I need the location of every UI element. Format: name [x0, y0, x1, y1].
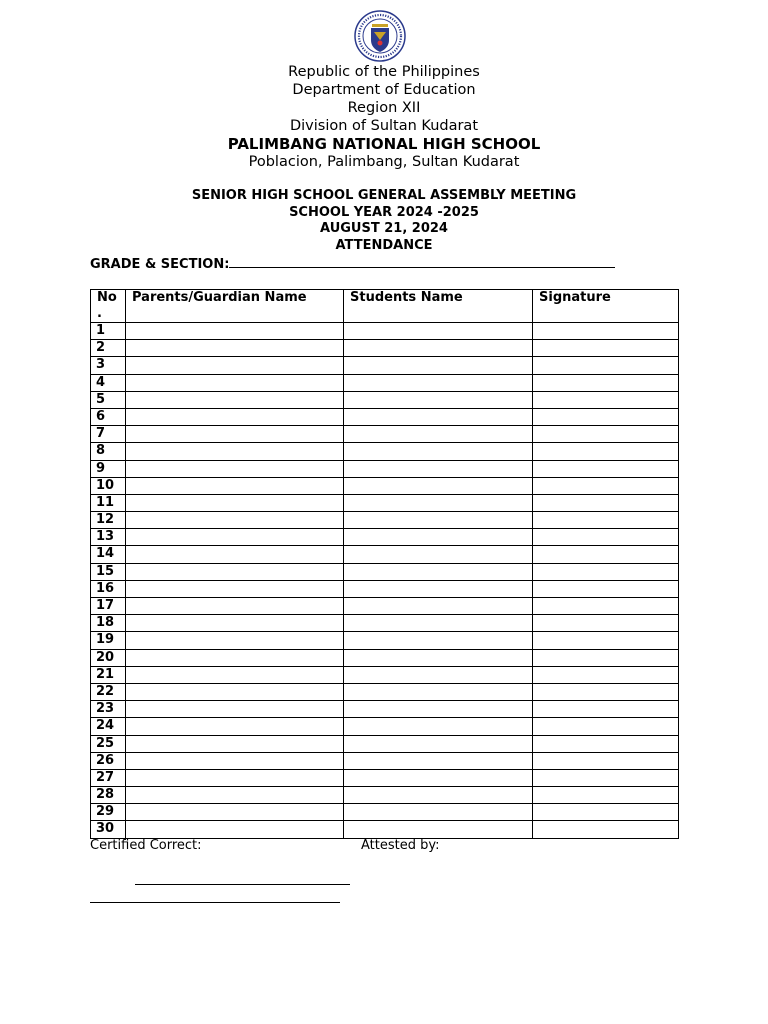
- student-name-cell[interactable]: [344, 804, 533, 821]
- table-row: [91, 340, 679, 357]
- table-row: [91, 701, 679, 718]
- row-number: 9: [91, 460, 126, 477]
- signature-cell[interactable]: [533, 546, 679, 563]
- school-address: Poblacion, Palimbang, Sultan Kudarat: [248, 154, 520, 170]
- row-number: 28: [91, 787, 126, 804]
- row-number: 18: [91, 615, 126, 632]
- row-number: 21: [91, 666, 126, 683]
- signature-cell[interactable]: [533, 512, 679, 529]
- row-number: 8: [91, 443, 126, 460]
- row-number: 19: [91, 632, 126, 649]
- student-name-cell[interactable]: [344, 512, 533, 529]
- parent-name-cell[interactable]: [126, 512, 344, 529]
- signature-cell[interactable]: [533, 408, 679, 425]
- header-line-region: Region XII: [347, 100, 421, 116]
- signature-cell[interactable]: [533, 701, 679, 718]
- table-row: [91, 391, 679, 408]
- school-name: PALIMBANG NATIONAL HIGH SCHOOL: [227, 135, 541, 153]
- attendance-table: [90, 289, 679, 839]
- row-number: 5: [91, 391, 126, 408]
- student-name-cell[interactable]: [344, 718, 533, 735]
- row-number: 22: [91, 683, 126, 700]
- table-row: [91, 683, 679, 700]
- student-name-cell[interactable]: [344, 666, 533, 683]
- table-row: [91, 408, 679, 425]
- signature-cell[interactable]: [533, 340, 679, 357]
- row-number: 13: [91, 529, 126, 546]
- parent-name-cell[interactable]: [126, 408, 344, 425]
- parent-name-cell[interactable]: [126, 494, 344, 511]
- student-name-cell[interactable]: [344, 632, 533, 649]
- deped-seal-logo: [354, 10, 406, 62]
- signature-cell[interactable]: [533, 323, 679, 340]
- table-row: [91, 787, 679, 804]
- parent-name-cell[interactable]: [126, 718, 344, 735]
- signature-cell[interactable]: [533, 598, 679, 615]
- signature-cell[interactable]: [533, 718, 679, 735]
- signature-cell[interactable]: [533, 580, 679, 597]
- table-row: [91, 374, 679, 391]
- grade-section-blank-line[interactable]: [229, 255, 615, 268]
- student-name-cell[interactable]: [344, 769, 533, 786]
- signature-cell[interactable]: [533, 735, 679, 752]
- table-row: [91, 752, 679, 769]
- row-number: 2: [91, 340, 126, 357]
- table-row: [91, 735, 679, 752]
- parent-name-cell[interactable]: [126, 769, 344, 786]
- student-name-cell[interactable]: [344, 752, 533, 769]
- student-name-cell[interactable]: [344, 460, 533, 477]
- row-number: 4: [91, 374, 126, 391]
- parent-name-cell[interactable]: [126, 804, 344, 821]
- parent-name-cell[interactable]: [126, 340, 344, 357]
- row-number: 26: [91, 752, 126, 769]
- signature-cell[interactable]: [533, 357, 679, 374]
- row-number: 6: [91, 408, 126, 425]
- signature-cell[interactable]: [533, 769, 679, 786]
- attendance-label: ATTENDANCE: [335, 237, 433, 253]
- table-row: [91, 580, 679, 597]
- student-name-cell[interactable]: [344, 598, 533, 615]
- parent-name-cell[interactable]: [126, 529, 344, 546]
- parent-name-cell[interactable]: [126, 477, 344, 494]
- row-number: 7: [91, 426, 126, 443]
- table-row: [91, 666, 679, 683]
- header-line-division: Division of Sultan Kudarat: [289, 118, 479, 134]
- student-name-cell[interactable]: [344, 340, 533, 357]
- parent-name-cell[interactable]: [126, 580, 344, 597]
- parent-name-cell[interactable]: [126, 683, 344, 700]
- row-number: 11: [91, 494, 126, 511]
- column-header-student-name: Students Name: [344, 290, 533, 323]
- row-number: 20: [91, 649, 126, 666]
- signature-cell[interactable]: [533, 460, 679, 477]
- row-number: 30: [91, 821, 126, 838]
- table-row: [91, 563, 679, 580]
- certified-correct-label: Certified Correct:: [90, 838, 202, 853]
- parent-name-cell[interactable]: [126, 615, 344, 632]
- table-row: [91, 426, 679, 443]
- signature-cell[interactable]: [533, 615, 679, 632]
- table-row: [91, 718, 679, 735]
- parent-name-cell[interactable]: [126, 546, 344, 563]
- parent-name-cell[interactable]: [126, 443, 344, 460]
- student-name-cell[interactable]: [344, 426, 533, 443]
- table-row: [91, 529, 679, 546]
- table-row: [91, 632, 679, 649]
- table-row: [91, 460, 679, 477]
- header-line-department: Department of Education: [292, 82, 476, 98]
- student-name-cell[interactable]: [344, 701, 533, 718]
- signature-cell[interactable]: [533, 477, 679, 494]
- signature-cell[interactable]: [533, 563, 679, 580]
- column-header-no: No .: [91, 290, 126, 323]
- parent-name-cell[interactable]: [126, 426, 344, 443]
- parent-name-cell[interactable]: [126, 391, 344, 408]
- signature-cell[interactable]: [533, 391, 679, 408]
- row-number: 12: [91, 512, 126, 529]
- student-name-cell[interactable]: [344, 615, 533, 632]
- row-number: 15: [91, 563, 126, 580]
- signature-cell[interactable]: [533, 804, 679, 821]
- column-header-signature: Signature: [533, 290, 679, 323]
- row-number: 16: [91, 580, 126, 597]
- parent-name-cell[interactable]: [126, 649, 344, 666]
- table-row: [91, 546, 679, 563]
- table-row: [91, 443, 679, 460]
- student-name-cell[interactable]: [344, 821, 533, 838]
- parent-name-cell[interactable]: [126, 735, 344, 752]
- table-row: [91, 804, 679, 821]
- parent-name-cell[interactable]: [126, 666, 344, 683]
- table-row: [91, 649, 679, 666]
- student-name-cell[interactable]: [344, 563, 533, 580]
- student-name-cell[interactable]: [344, 477, 533, 494]
- student-name-cell[interactable]: [344, 374, 533, 391]
- table-row: [91, 769, 679, 786]
- signature-cell[interactable]: [533, 752, 679, 769]
- student-name-cell[interactable]: [344, 683, 533, 700]
- parent-name-cell[interactable]: [126, 374, 344, 391]
- parent-name-cell[interactable]: [126, 787, 344, 804]
- row-number: 24: [91, 718, 126, 735]
- signature-cell[interactable]: [533, 426, 679, 443]
- row-number: 27: [91, 769, 126, 786]
- table-row: [91, 494, 679, 511]
- student-name-cell[interactable]: [344, 787, 533, 804]
- student-name-cell[interactable]: [344, 323, 533, 340]
- signature-cell[interactable]: [533, 494, 679, 511]
- parent-name-cell[interactable]: [126, 460, 344, 477]
- attested-by-label: Attested by:: [361, 838, 440, 853]
- table-row: [91, 323, 679, 340]
- parent-name-cell[interactable]: [126, 632, 344, 649]
- certified-signature-line: [135, 884, 350, 885]
- attendance-rows: [91, 323, 679, 839]
- table-row: [91, 512, 679, 529]
- header-line-republic: Republic of the Philippines: [288, 64, 480, 80]
- row-number: 3: [91, 357, 126, 374]
- signature-cell[interactable]: [533, 529, 679, 546]
- row-number: 1: [91, 323, 126, 340]
- student-name-cell[interactable]: [344, 443, 533, 460]
- parent-name-cell[interactable]: [126, 752, 344, 769]
- table-row: [91, 598, 679, 615]
- row-number: 10: [91, 477, 126, 494]
- student-name-cell[interactable]: [344, 408, 533, 425]
- grade-section-field: [90, 255, 615, 272]
- row-number: 29: [91, 804, 126, 821]
- grade-section-label: GRADE & SECTION:: [90, 257, 230, 272]
- table-row: [91, 615, 679, 632]
- meeting-date: AUGUST 21, 2024: [320, 221, 448, 236]
- parent-name-cell[interactable]: [126, 598, 344, 615]
- student-name-cell[interactable]: [344, 357, 533, 374]
- student-name-cell[interactable]: [344, 735, 533, 752]
- signature-cell[interactable]: [533, 821, 679, 838]
- signature-cell[interactable]: [533, 666, 679, 683]
- table-row: [91, 357, 679, 374]
- signature-cell[interactable]: [533, 632, 679, 649]
- signature-cell[interactable]: [533, 443, 679, 460]
- parent-name-cell[interactable]: [126, 323, 344, 340]
- signature-cell[interactable]: [533, 787, 679, 804]
- signature-cell[interactable]: [533, 683, 679, 700]
- row-number: 14: [91, 546, 126, 563]
- meeting-title: SENIOR HIGH SCHOOL GENERAL ASSEMBLY MEETING: [191, 188, 577, 203]
- student-name-cell[interactable]: [344, 494, 533, 511]
- row-number: 25: [91, 735, 126, 752]
- student-name-cell[interactable]: [344, 529, 533, 546]
- student-name-cell[interactable]: [344, 546, 533, 563]
- table-row: [91, 477, 679, 494]
- parent-name-cell[interactable]: [126, 701, 344, 718]
- row-number: 17: [91, 598, 126, 615]
- table-row: [91, 821, 679, 838]
- student-name-cell[interactable]: [344, 649, 533, 666]
- attested-signature-line: [90, 902, 340, 903]
- parent-name-cell[interactable]: [126, 563, 344, 580]
- parent-name-cell[interactable]: [126, 821, 344, 838]
- column-header-parent-name: Parents/Guardian Name: [126, 290, 344, 323]
- student-name-cell[interactable]: [344, 391, 533, 408]
- table-header-row: [91, 290, 679, 323]
- school-year: SCHOOL YEAR 2024 -2025: [289, 204, 479, 220]
- signature-cell[interactable]: [533, 374, 679, 391]
- signature-cell[interactable]: [533, 649, 679, 666]
- parent-name-cell[interactable]: [126, 357, 344, 374]
- student-name-cell[interactable]: [344, 580, 533, 597]
- row-number: 23: [91, 701, 126, 718]
